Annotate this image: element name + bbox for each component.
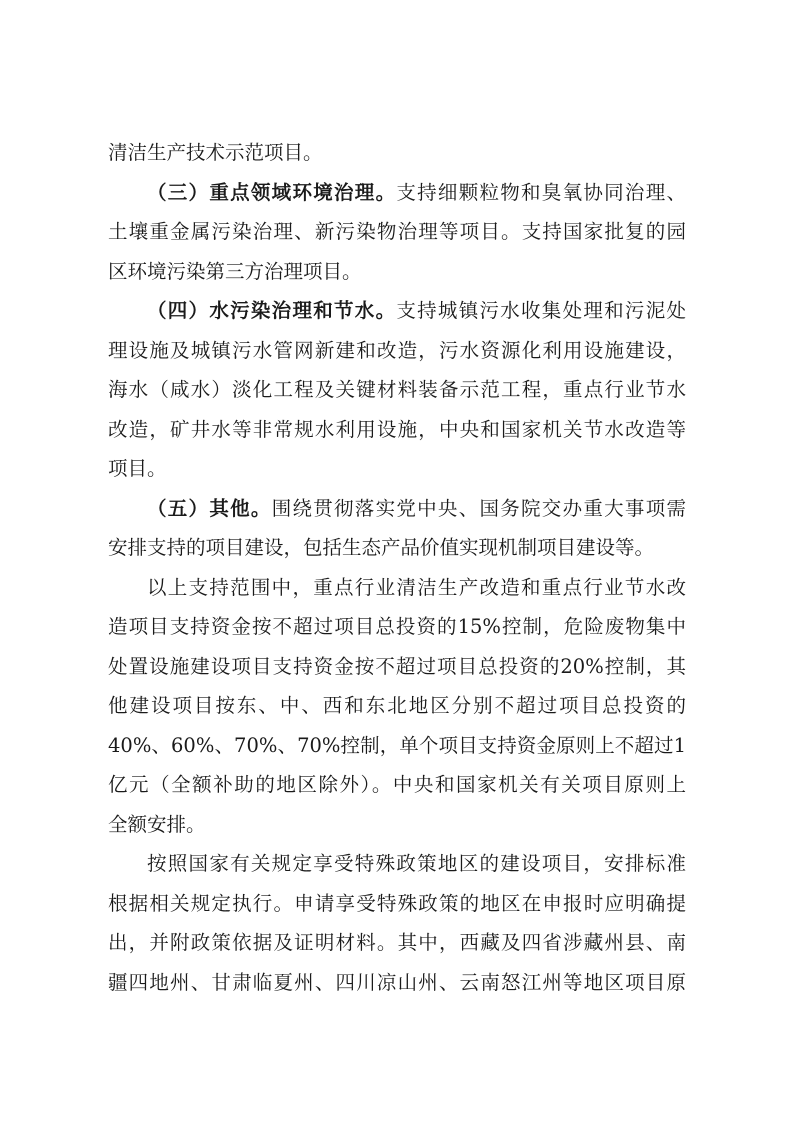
paragraph-line: 土壤重金属污染治理、新污染物治理等项目。支持国家批复的园 bbox=[108, 220, 686, 243]
section-heading: （五）其他。 bbox=[147, 496, 272, 520]
paragraph-line: 海水（咸水）淡化工程及关键材料装备示范工程，重点行业节水 bbox=[108, 378, 686, 401]
document-page bbox=[108, 133, 686, 1002]
paragraph-line bbox=[108, 173, 686, 213]
paragraph-line: 出，并附政策依据及证明材料。其中，西藏及四省涉藏州县、南 bbox=[108, 931, 686, 954]
paragraph-line: 按照国家有关规定享受特殊政策地区的建设项目，安排标准 bbox=[147, 852, 686, 875]
paragraph-text: 围绕贯彻落实党中央、国务院交办重大事项需 bbox=[271, 496, 686, 520]
paragraph-text: 支持城镇污水收集处理和污泥处 bbox=[396, 299, 686, 322]
paragraph-line bbox=[108, 291, 686, 331]
paragraph-line: 安排支持的项目建设，包括生态产品价值实现机制项目建设等。 bbox=[108, 536, 655, 559]
paragraph-line bbox=[108, 489, 686, 529]
paragraph-line: 他建设项目按东、中、西和东北地区分别不超过项目总投资的 bbox=[108, 694, 686, 717]
paragraph-text: 支持细颗粒物和臭氧协同治理、 bbox=[396, 180, 686, 204]
paragraph-line: 全额安排。 bbox=[108, 812, 206, 836]
paragraph-line: 疆四地州、甘肃临夏州、四川凉山州、云南怒江州等地区项目原 bbox=[108, 970, 686, 994]
paragraph-line: 清洁生产技术示范项目。 bbox=[108, 141, 323, 164]
paragraph-line: 以上支持范围中，重点行业清洁生产改造和重点行业节水改 bbox=[147, 575, 686, 599]
paragraph-line: 亿元（全额补助的地区除外）。中央和国家机关有关项目原则上 bbox=[108, 773, 686, 796]
section-heading: （三）重点领域环境治理。 bbox=[147, 180, 397, 204]
paragraph-line: 理设施及城镇污水管网新建和改造，污水资源化利用设施建设， bbox=[108, 338, 686, 362]
paragraph-line: 根据相关规定执行。申请享受特殊政策的地区在申报时应明确提 bbox=[108, 891, 686, 915]
paragraph-line: 改造，矿井水等非常规水利用设施，中央和国家机关节水改造等 bbox=[108, 417, 686, 441]
section-heading: （四）水污染治理和节水。 bbox=[147, 299, 397, 322]
paragraph-line: 区环境污染第三方治理项目。 bbox=[108, 259, 362, 283]
paragraph-line: 40%、60%、70%、70%控制，单个项目支持资金原则上不超过1 bbox=[108, 733, 686, 757]
paragraph-line: 处置设施建设项目支持资金按不超过项目总投资的20%控制，其 bbox=[108, 654, 686, 678]
paragraph-line: 造项目支持资金按不超过项目总投资的15%控制，危险废物集中 bbox=[108, 615, 686, 638]
paragraph-line: 项目。 bbox=[108, 457, 167, 480]
